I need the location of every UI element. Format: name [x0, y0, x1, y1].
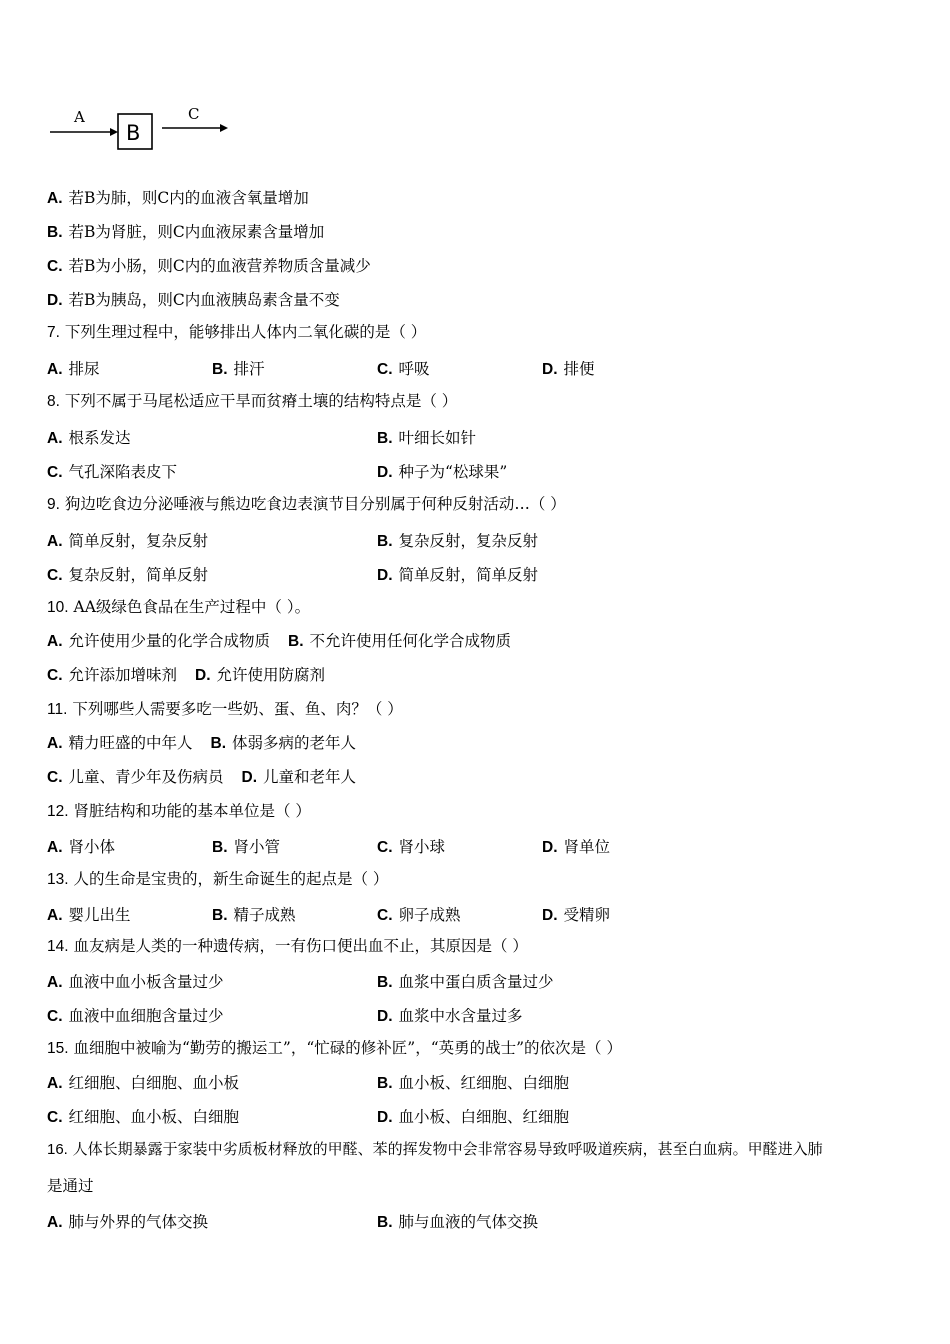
- q12-option-a[interactable]: A. 肾小体: [47, 838, 116, 856]
- q15-option-a[interactable]: A. 红细胞、白细胞、血小板: [47, 1074, 240, 1092]
- q6-option-d[interactable]: [47, 288, 907, 308]
- q14-stem: [47, 936, 528, 957]
- q9-option-a[interactable]: A. 简单反射，复杂反射: [47, 532, 209, 550]
- question-text: 血细胞中被喻为“勤劳的搬运工”，“忙碌的修补匠”，“英勇的战士”的依次是（ ）: [73, 1039, 622, 1057]
- q7-options: [47, 357, 907, 377]
- question-number: 16.: [47, 1141, 68, 1158]
- q15-option-c[interactable]: C. 红细胞、血小板、白细胞: [47, 1108, 240, 1126]
- q11-option-d[interactable]: D. 儿童和老年人: [241, 768, 357, 786]
- flow-diagram: [48, 100, 248, 156]
- question-text: 下列生理过程中，能够排出人体内二氧化碳的是（ ）: [64, 323, 427, 341]
- q16-option-b[interactable]: B. 肺与血液的气体交换: [377, 1213, 539, 1231]
- option-text: 若B为肾脏，则C内血液尿素含量增加: [68, 223, 325, 241]
- q9-option-d[interactable]: D. 简单反射，简单反射: [377, 566, 539, 584]
- q12-stem: [47, 801, 311, 822]
- q10-options-row2: [47, 665, 325, 686]
- q12-option-b[interactable]: B. 肾小管: [212, 838, 281, 856]
- q13-option-a[interactable]: A. 婴儿出生: [47, 906, 131, 924]
- q14-options-row2: [47, 1004, 907, 1024]
- q15-stem: [47, 1038, 622, 1059]
- question-number: 13.: [47, 871, 69, 888]
- q13-option-b[interactable]: B. 精子成熟: [212, 906, 296, 924]
- q15-option-b[interactable]: B. 血小板、红细胞、白细胞: [377, 1074, 570, 1092]
- q14-options-row1: [47, 970, 907, 990]
- option-text: 若B为胰岛，则C内血液胰岛素含量不变: [68, 291, 340, 309]
- q13-option-d[interactable]: D. 受精卵: [542, 906, 611, 924]
- arrow-in-label: A: [74, 108, 85, 126]
- arrow-out-head: [220, 124, 228, 132]
- question-text: 狗边吃食边分泌唾液与熊边吃食边表演节目分别属于何种反射活动…（ ）: [64, 495, 566, 513]
- q10-option-a[interactable]: A. 允许使用少量的化学合成物质: [47, 632, 271, 650]
- option-label: C.: [47, 258, 63, 275]
- q8-option-d[interactable]: D. 种子为“松球果”: [377, 463, 508, 481]
- q15-options-row2: [47, 1105, 907, 1125]
- q8-options-row1: [47, 426, 907, 446]
- q11-options-row1: [47, 733, 356, 754]
- q8-option-c[interactable]: C. 气孔深陷表皮下: [47, 463, 178, 481]
- q9-option-b[interactable]: B. 复杂反射，复杂反射: [377, 532, 539, 550]
- q11-option-c[interactable]: C. 儿童、青少年及伤病员: [47, 768, 224, 786]
- option-text: 若B为肺，则C内的血液含氧量增加: [68, 189, 309, 207]
- q9-options-row1: [47, 529, 907, 549]
- question-number: 11.: [47, 701, 68, 718]
- question-text: AA级绿色食品在生产过程中（ ）。: [73, 598, 311, 616]
- q16-options: [47, 1210, 907, 1230]
- question-text: 肾脏结构和功能的基本单位是（ ）: [73, 802, 311, 820]
- question-number: 10.: [47, 599, 69, 616]
- q10-option-b[interactable]: B. 不允许使用任何化学合成物质: [288, 632, 512, 650]
- question-number: 14.: [47, 938, 69, 955]
- q6-option-a[interactable]: [47, 186, 907, 206]
- q13-stem: [47, 869, 388, 890]
- q9-options-row2: [47, 563, 907, 583]
- q8-options-row2: [47, 460, 907, 480]
- q7-option-b[interactable]: B. 排汗: [212, 360, 265, 378]
- q7-stem: [47, 322, 426, 343]
- q16-stem-line2: 是通过: [47, 1177, 94, 1195]
- option-label: A.: [47, 190, 63, 207]
- q7-option-c[interactable]: C. 呼吸: [377, 360, 430, 378]
- q7-option-d[interactable]: D. 排便: [542, 360, 595, 378]
- arrow-out-label: C: [188, 105, 200, 123]
- q10-options-row1: [47, 631, 511, 652]
- q14-option-b[interactable]: B. 血浆中蛋白质含量过少: [377, 973, 554, 991]
- question-text: 下列哪些人需要多吃一些奶、蛋、鱼、肉？（ ）: [72, 700, 403, 718]
- q9-option-c[interactable]: C. 复杂反射，简单反射: [47, 566, 209, 584]
- q12-options: [47, 835, 907, 855]
- q13-options: [47, 903, 907, 923]
- q7-option-a[interactable]: A. 排尿: [47, 360, 100, 378]
- arrow-in-head: [110, 128, 118, 136]
- q10-option-d[interactable]: D. 允许使用防腐剂: [195, 666, 326, 684]
- option-text: 若B为小肠，则C内的血液营养物质含量减少: [68, 257, 371, 275]
- question-text: 人的生命是宝贵的，新生命诞生的起点是（ ）: [73, 870, 389, 888]
- q8-option-a[interactable]: A. 根系发达: [47, 429, 131, 447]
- question-number: 12.: [47, 803, 69, 820]
- q6-option-c[interactable]: [47, 254, 907, 274]
- q13-option-c[interactable]: C. 卵子成熟: [377, 906, 461, 924]
- q15-options-row1: [47, 1071, 907, 1091]
- q14-option-a[interactable]: A. 血液中血小板含量过少: [47, 973, 224, 991]
- box-label: B: [126, 121, 141, 145]
- q8-stem: [47, 391, 457, 412]
- option-label: B.: [47, 224, 63, 241]
- q9-stem: [47, 494, 566, 515]
- question-number: 15.: [47, 1040, 69, 1057]
- flow-diagram-graphic: [48, 100, 248, 156]
- question-number: 8.: [47, 393, 60, 410]
- q11-option-b[interactable]: B. 体弱多病的老年人: [210, 734, 357, 752]
- q11-stem: [47, 699, 403, 720]
- q16-option-a[interactable]: A. 肺与外界的气体交换: [47, 1213, 209, 1231]
- q11-options-row2: [47, 767, 356, 788]
- q6-option-b[interactable]: [47, 220, 907, 240]
- question-text: 下列不属于马尾松适应干旱而贫瘠土壤的结构特点是（ ）: [64, 392, 458, 410]
- q16-stem-line1: [47, 1139, 823, 1160]
- question-number: 7.: [47, 324, 60, 341]
- question-text: 人体长期暴露于家装中劣质板材释放的甲醛、苯的挥发物中会非常容易导致呼吸道疾病，甚至白血病。甲醛进入肺: [72, 1140, 823, 1158]
- q15-option-d[interactable]: D. 血小板、白细胞、红细胞: [377, 1108, 570, 1126]
- question-number: 9.: [47, 496, 60, 513]
- q10-stem: [47, 597, 310, 618]
- question-text: 血友病是人类的一种遗传病，一有伤口便出血不止，其原因是（ ）: [73, 937, 528, 955]
- q11-option-a[interactable]: A. 精力旺盛的中年人: [47, 734, 193, 752]
- q8-option-b[interactable]: B. 叶细长如针: [377, 429, 477, 447]
- q14-option-d[interactable]: D. 血浆中水含量过多: [377, 1007, 523, 1025]
- q14-option-c[interactable]: C. 血液中血细胞含量过少: [47, 1007, 224, 1025]
- q12-option-c[interactable]: C. 肾小球: [377, 838, 446, 856]
- q12-option-d[interactable]: D. 肾单位: [542, 838, 611, 856]
- option-label: D.: [47, 292, 63, 309]
- q10-option-c[interactable]: C. 允许添加增味剂: [47, 666, 178, 684]
